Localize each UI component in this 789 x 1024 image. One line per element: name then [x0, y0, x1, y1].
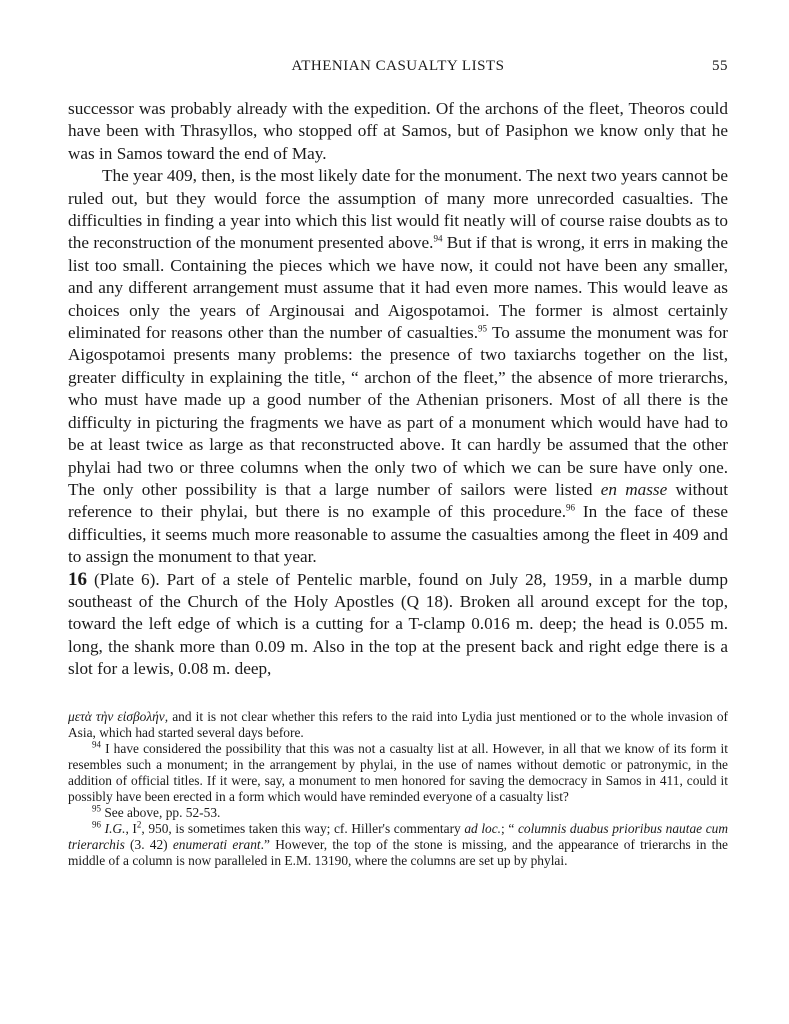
paragraph-continuation: successor was probably already with the expedition. Of the archons of the fleet, Theoros could have been with Thrasyllos, who stopped off at Samos, but of Pasiphon we know only that he was in Samos toward the end of May. [68, 99, 728, 163]
footnote-mark: 94 [92, 739, 101, 750]
text-span: ; “ [501, 821, 518, 837]
text-span: , 950, is sometimes taken this way; cf. Hiller's commentary [141, 821, 465, 837]
text-span: , I [125, 821, 137, 837]
greek-phrase: μετὰ τὴν εἰσβολήν, [68, 708, 169, 724]
latin-quote: enumerati erant [172, 837, 261, 853]
text-span: (3. 42) [124, 837, 173, 853]
footnote-ref-95[interactable]: 95 [478, 323, 487, 334]
footnote-continuation [68, 709, 728, 741]
footnote-mark: 95 [92, 803, 101, 814]
entry-description: (Plate 6). Part of a stele of Pentelic marble, found on July 28, 1959, in a marble dump southeast of the Church of the Holy Apostles (Q 18). Broken all around except for the top, toward the left edge of which is a cutting for a T-clamp 0.016 m. deep; the head is 0.055 m. long, the shank more than 0.09 m. Also in the top at the present back and right edge there is a slot for a lewis, 0.08 m. deep, [68, 569, 728, 679]
text-span: and it is not clear whether this refers to the raid into Lydia just mentioned or to the whole invasion of Asia, which had started several days before. [68, 708, 728, 740]
footnote-96 [68, 821, 728, 869]
footnote-ref-94[interactable]: 94 [433, 233, 443, 244]
text-span: without reference to their phylai, but there is no example of this procedure. [68, 479, 728, 522]
catalog-entry-16 [68, 569, 728, 681]
italic-term: en masse [600, 479, 668, 499]
text-span: But if that is wrong, it errs in making the list too small. Containing the pieces which we have now, it could not have been any smaller, and any different arrangement must assume that it had even more names. This would leave as choices only the years of Arginousai and Aigospotamoi. The former is almost certainly eliminated for reasons other than the number of casualties. [68, 233, 728, 343]
footnote-94 [68, 741, 728, 805]
footnote-ref-96[interactable]: 96 [566, 502, 576, 513]
footnote-95 [68, 805, 728, 821]
page [68, 56, 728, 870]
paragraph-date-discussion [68, 165, 728, 568]
footnotes [68, 709, 728, 870]
latin-quote: columnis duabus prioribus nautae cum trierarchis [68, 821, 729, 853]
main-text [68, 98, 728, 681]
page-number: 55 [712, 58, 728, 74]
text-span: .” However, the top of the stone is missing, and the appearance of trierarchs in the middle of a column is now paralleled in E.M. 13190, where the columns are set up by phylai. [68, 837, 728, 869]
running-head: ATHENIAN CASUALTY LISTS [291, 58, 505, 74]
italic-term: ad loc. [464, 821, 502, 837]
footnote-mark: 96 [92, 819, 101, 830]
text-span: In the face of these difficulties, it seems much more reasonable to assume the casualties among the fleet in 409 and to assign the monument to that year. [68, 502, 728, 567]
footnote-text: I have considered the possibility that this was not a casualty list at all. However, in all that we know of its form it resembles such a monument; in the arrangement by phylai, in the use of names without demotic or patronymic, in the addition of official titles. If it were, say, a monument to men honored for saving the democracy in Samos in 411, could it possibly have been erected in a form which would have reminded everyone of a casualty list? [68, 740, 728, 805]
text-span: To assume the monument was for Aigospotamoi presents many problems: the presence of two taxiarchs together on the list, greater difficulty in explaining the title, “ archon of the fleet,” the absence of more trierarchs, who must have made up a good number of the Athenian prisoners. Most of all there is the difficulty in picturing the fragments we have as part of a monument which would have had to be at least twice as large as that reconstructed above. It can hardly be assumed that the other phylai had two or three columns when the only two of which we can be sure have only one. The only other possibility is that a large number of sailors were listed [68, 323, 728, 499]
superscript: 2 [136, 819, 142, 830]
page-header [68, 56, 728, 80]
citation-ig: I.G. [104, 821, 126, 837]
text-span: The year 409, then, is the most likely date for the monument. The next two years cannot be ruled out, but they would force the assumption of many more unrecorded casualties. The difficulties in finding a year into which this list would fit neatly will of course raise doubts as to the reconstruction of the monument presented above. [68, 166, 728, 253]
footnote-text: See above, pp. 52-53. [101, 805, 221, 821]
entry-number: 16 [68, 568, 87, 590]
